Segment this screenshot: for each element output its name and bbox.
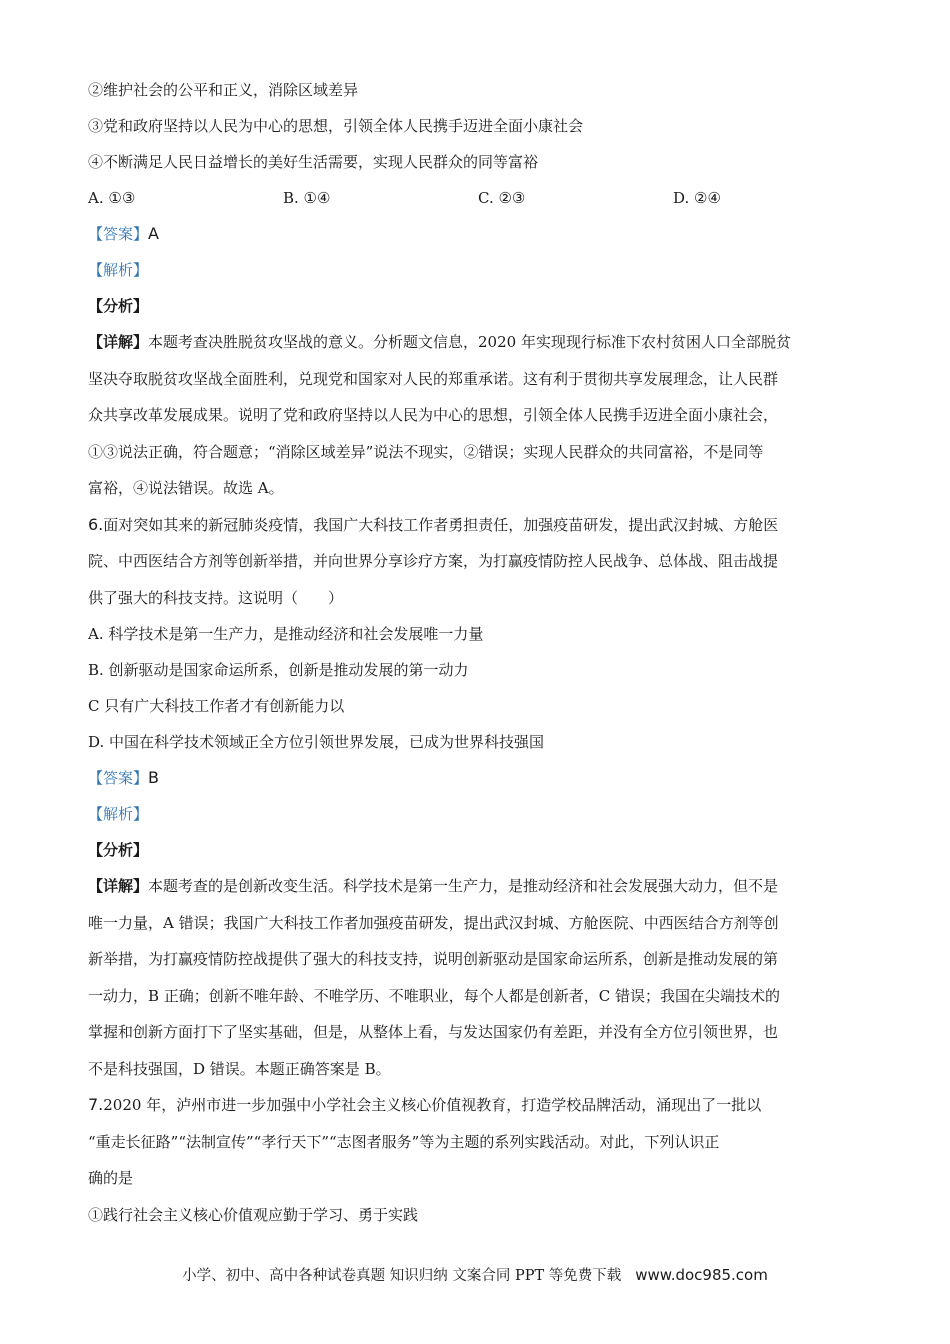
q6-option-d: D. 中国在科学技术领域正全方位引领世界发展，已成为世界科技强国 [88, 733, 545, 751]
q6-stem-line: 供了强大的科技支持。这说明（ ） [88, 588, 344, 607]
q7-stem-line: 确的是 [88, 1169, 134, 1187]
page-footer [0, 1264, 950, 1285]
q6-detail-line: 【详解】本题考查的是创新改变生活。科学技术是第一生产力，是推动经济和社会发展强大动力，但不是 [88, 877, 779, 895]
page-content [88, 72, 868, 1233]
q5-detail-line: 众共享改革发展成果。说明了党和政府坚持以人民为中心的思想，引领全体人民携手迈进全面小康社会， [88, 406, 779, 424]
q6-detail-tag: 【详解】 [88, 877, 149, 895]
q5-answer-tag: 【答案】 [88, 225, 149, 243]
q5-detail-tag: 【详解】 [88, 333, 149, 351]
q6-jiexi-tag: 【解析】 [88, 805, 149, 823]
q7-stem-line: “重走长征路”“法制宣传”“孝行天下”“志图者服务”等为主题的系列实践活动。对此，下列认识正 [88, 1132, 720, 1151]
q5-fenxi-tag: 【分析】 [88, 297, 149, 315]
q6-option-a: A. 科学技术是第一生产力，是推动经济和社会发展唯一力量 [88, 625, 484, 643]
q7-stem-line: 7.2020 年，泸州市进一步加强中小学社会主义核心价值视教育，打造学校品牌活动，涌现出了一批以 [88, 1095, 762, 1114]
footer-url[interactable]: www.doc985.com [635, 1266, 768, 1284]
q5-jiexi-tag: 【解析】 [88, 261, 149, 279]
q6-detail-line: 一动力，B 正确；创新不唯年龄、不唯学历、不唯职业，每个人都是创新者，C 错误；我国在尖端技术的 [88, 986, 781, 1005]
q6-stem [88, 507, 868, 617]
q6-option-c: C 只有广大科技工作者才有创新能力以 [88, 697, 345, 715]
q5-statement-3: ③党和政府坚持以人民为中心的思想，引领全体人民携手迈进全面小康社会 [88, 117, 584, 135]
q5-statement-2: ②维护社会的公平和正义，消除区域差异 [88, 81, 359, 99]
q6-answer [88, 760, 868, 796]
q6-detail-line: 不是科技强国，D 错误。本题正确答案是 B。 [88, 1059, 391, 1078]
q6-answer-value: B [148, 768, 159, 787]
q5-detail-line: ①③说法正确，符合题意；“消除区域差异”说法不现实，②错误；实现人民群众的共同富裕，不是同等 [88, 442, 764, 461]
q6-number: 6. [88, 514, 104, 534]
q7-statement-1: ①践行社会主义核心价值观应勤于学习、勇于实践 [88, 1205, 419, 1224]
q6-detail-line: 新举措，为打赢疫情防控战提供了强大的科技支持，说明创新驱动是国家命运所系，创新是推动发展的第 [88, 950, 779, 968]
q5-option-b: B. ①④ [283, 189, 331, 207]
q5-detail-line: 富裕，④说法错误。故选 A。 [88, 479, 284, 497]
q6-fenxi-tag: 【分析】 [88, 841, 149, 859]
q6-detail [88, 868, 868, 1087]
q6-detail-line: 掌握和创新方面打下了坚实基础，但是，从整体上看，与发达国家仍有差距，并没有全方位引领世界，也 [88, 1023, 779, 1041]
q5-detail-line: 【详解】本题考查决胜脱贫攻坚战的意义。分析题文信息，2020 年实现现行标准下农村贫困人口全部脱贫 [88, 333, 791, 351]
q5-statement-4: ④不断满足人民日益增长的美好生活需要，实现人民群众的同等富裕 [88, 153, 539, 171]
q5-option-d: D. ②④ [673, 189, 721, 207]
q6-stem-line: 6.面对突如其来的新冠肺炎疫情，我国广大科技工作者勇担责任，加强疫苗研发，提出武汉封城、方舱医 [88, 514, 779, 534]
q5-answer [88, 216, 868, 252]
q5-detail-line: 坚决夺取脱贫攻坚战全面胜利，兑现党和国家对人民的郑重承诺。这有利于贯彻共享发展理念，让人民群 [88, 369, 779, 388]
q5-option-a: A. ①③ [88, 189, 136, 207]
q6-stem-line: 院、中西医结合方剂等创新举措，并向世界分享诊疗方案，为打赢疫情防控人民战争、总体战、阻击战提 [88, 552, 779, 570]
q7-stem [88, 1087, 868, 1197]
q5-option-c: C. ②③ [478, 189, 526, 207]
q6-answer-tag: 【答案】 [88, 769, 149, 787]
q5-answer-value: A [148, 224, 159, 243]
q6-detail-line: 唯一力量，A 错误；我国广大科技工作者加强疫苗研发，提出武汉封城、方舱医院、中西医结合方剂等创 [88, 913, 779, 932]
q7-number: 7. [88, 1095, 104, 1114]
q5-detail [88, 324, 868, 507]
footer-text: 小学、初中、高中各种试卷真题 知识归纳 文案合同 PPT 等免费下载 [182, 1268, 622, 1284]
q5-options [88, 180, 868, 216]
q6-option-b: B. 创新驱动是国家命运所系，创新是推动发展的第一动力 [88, 661, 469, 679]
